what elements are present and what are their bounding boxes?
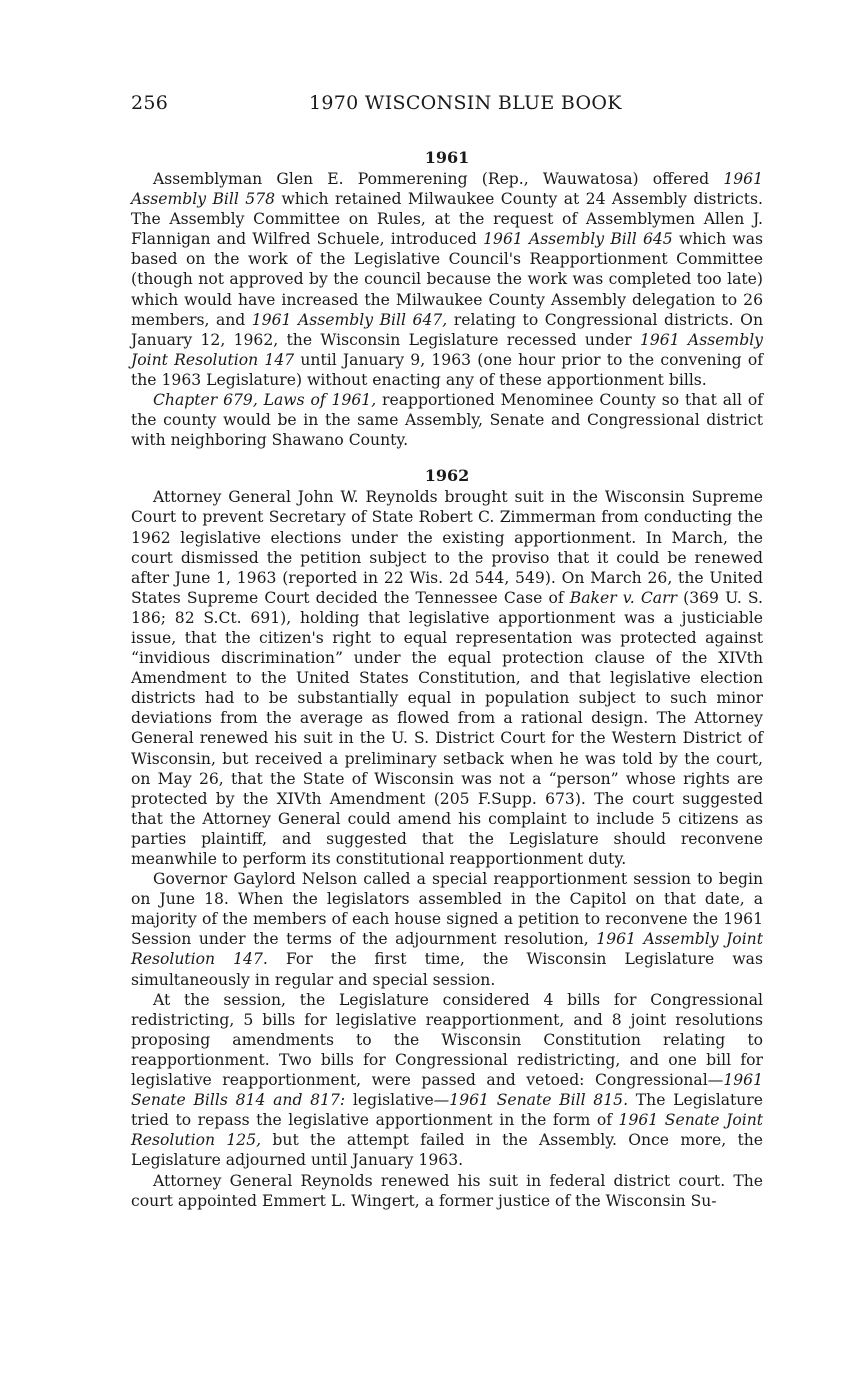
text-run: Governor Gaylord Nelson called a special reapportionment session to begin on June 18. When the legislators assembled in the Capitol on that date, a majority of the members of each house signed a petition to reconvene the 1961 Session under the terms of the adjournment resolution, bbox=[131, 870, 763, 949]
section-heading-1961: 1961 bbox=[424, 148, 470, 167]
italic-citation: 1961 Assembly Joint Resolution 147. bbox=[131, 930, 763, 969]
text-run: legislative— bbox=[345, 1091, 450, 1110]
italic-citation: 1961 Senate Joint Resolution 125, bbox=[131, 1111, 764, 1150]
paragraph bbox=[131, 390, 763, 450]
italic-citation: 1961 Senate Bills 814 and 817: bbox=[131, 1071, 763, 1110]
text-run: Attorney General Reynolds renewed his suit in federal district court. The court appointed Emmert L. Wingert, a former justice of the Wisconsin Su- bbox=[131, 1171, 763, 1210]
italic-citation: 1961 Assembly Joint Resolution 147 bbox=[131, 330, 763, 369]
text-run: Assemblyman Glen E. Pommerening (Rep., Wauwatosa) offered bbox=[153, 170, 724, 188]
text-run: reapportioned Menominee County so that all of the county would be in the same Assembly, Senate and Congressional district with neighboring Shawano County. bbox=[131, 391, 763, 450]
italic-citation: 1961 Assembly Bill 647, bbox=[251, 310, 448, 329]
paragraph bbox=[131, 487, 763, 869]
text-run: (369 U. S. 186; 82 S.Ct. 691), holding that legislative apportionment was a justiciable issue, that the citizen's right to equal representation was protected against “invidious discrimination” under the equal protection clause of the XIVth Amendment to the United States Constitution, and that legislative election districts had to be substantially equal in population subject to such minor deviations from the average as flowed from a rational design. The Attorney General renewed his suit in the U. S. District Court for the Western District of Wisconsin, but received a preliminary setback when he was told by the court, on May 26, that the State of Wisconsin was not a “person” whose rights are protected by the XIVth Amendment (205 F.Supp. 673). The court suggested that the Attorney General could amend his complaint to include 5 citizens as parties plaintiff, and suggested that the Legislature should reconvene meanwhile to perform its constitutional reapportionment duty. bbox=[131, 588, 763, 868]
text-run: until January 9, 1963 (one hour prior to the convening of the 1963 Legislature) without enacting any of these apportionment bills. bbox=[131, 350, 763, 389]
text-run: but the attempt failed in the Assembly. Once more, the Legislature adjourned until January 1963. bbox=[131, 1131, 763, 1170]
text-run: which was based on the work of the Legislative Council's Reapportionment Committee (though not approved by the council because the work was completed too late) which would have increased the Milwaukee County Assembly delegation to 26 members, and bbox=[131, 230, 763, 329]
text-run: Attorney General John W. Reynolds brought suit in the Wisconsin Supreme Court to prevent Secretary of State Robert C. Zimmerman from conducting the 1962 legislative elections under the existing apportionment. In March, the court dismissed the petition subject to the proviso that it could be renewed after June 1, 1963 (reported in 22 Wis. 2d 544, 549). On March 26, the United States Supreme Court decided the Tennessee Case of bbox=[131, 488, 763, 607]
italic-citation: 1961 Assembly Bill 645 bbox=[483, 230, 673, 249]
section-1961 bbox=[131, 148, 763, 450]
italic-citation: 1961 Assembly Bill 578 bbox=[131, 170, 763, 209]
paragraph bbox=[131, 869, 763, 990]
paragraph bbox=[131, 990, 763, 1171]
text-run: which retained Milwaukee County at 24 Assembly districts. The Assembly Committee on Rules, at the request of Assemblymen Allen J. Flannigan and Wilfred Schuele, introduced bbox=[131, 190, 763, 249]
paragraph bbox=[131, 1171, 763, 1211]
section-heading-1962: 1962 bbox=[424, 466, 470, 486]
text-run: For the first time, the Wisconsin Legislature was simultaneously in regular and special session. bbox=[131, 950, 763, 989]
italic-citation: 1961 Senate Bill 815. bbox=[449, 1091, 629, 1110]
text-run: The Legislature tried to repass the legislative apportionment in the form of bbox=[131, 1091, 763, 1130]
running-header bbox=[131, 92, 763, 116]
paragraph bbox=[131, 169, 763, 390]
section-1962 bbox=[131, 466, 763, 1210]
italic-citation: Baker v. Carr bbox=[569, 588, 677, 607]
text-run: At the session, the Legislature considered 4 bills for Congressional redistricting, 5 bills for legislative reapportionment, and 8 joint resolutions proposing amendments to the Wisconsin Constitution relating to reapportionment. Two bills for Congressional redistricting, and one bill for legislative reapportionment, were passed and vetoed: Congressional— bbox=[131, 990, 763, 1090]
book-title: 1970 WISCONSIN BLUE BOOK bbox=[309, 92, 622, 114]
text-run: relating to Congressional districts. On January 12, 1962, the Wisconsin Legislature recessed under bbox=[131, 310, 763, 349]
italic-citation: Chapter 679, Laws of 1961, bbox=[153, 391, 377, 410]
page-number: 256 bbox=[131, 92, 169, 114]
